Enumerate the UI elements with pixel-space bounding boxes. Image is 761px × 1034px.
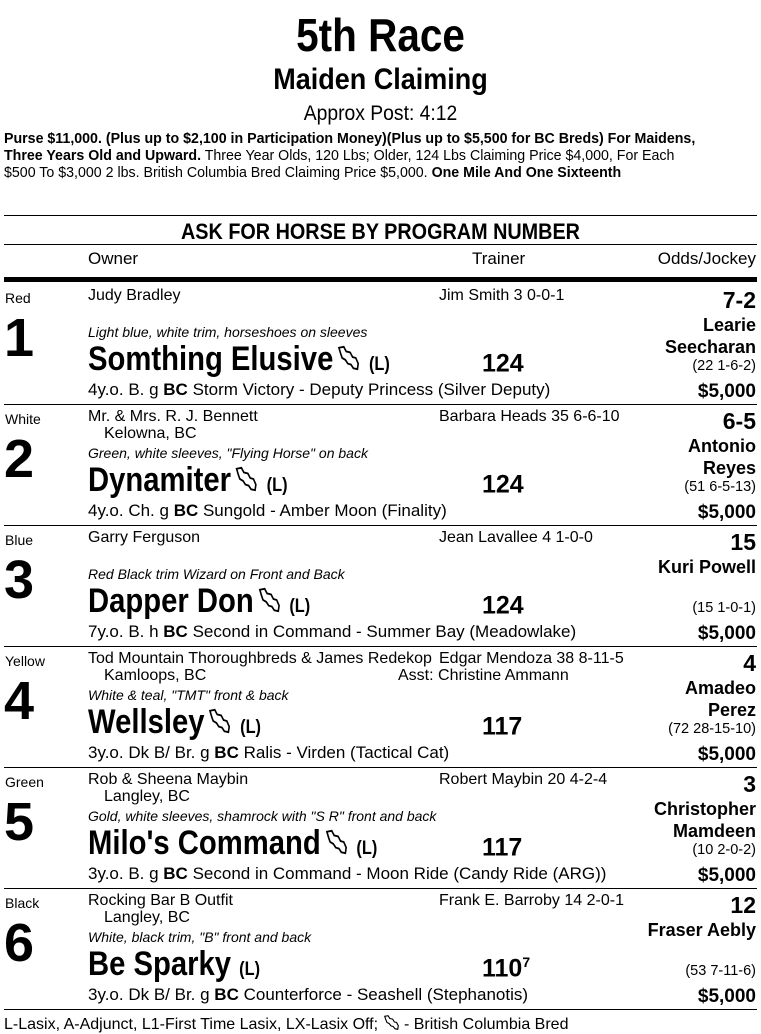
horse-name: Dapper Don: [88, 582, 254, 620]
entry-row: [0, 768, 761, 889]
pedigree: [88, 501, 447, 521]
owner-city: Kelowna, BC: [104, 425, 197, 442]
silks-description: Light blue, white trim, horseshoes on sleeves: [88, 324, 368, 340]
program-number: 5: [4, 792, 35, 852]
trainer: Jean Lavallee 4 1-0-0: [439, 529, 593, 546]
pedigree-breeding: Ralis - Virden (Tactical Cat): [238, 743, 450, 762]
silks-description: White, black trim, "B" front and back: [88, 929, 312, 945]
race-conditions: [4, 130, 708, 181]
horse-name-line: [88, 944, 260, 990]
legend: [4, 1014, 568, 1034]
entry-row: [0, 889, 761, 1010]
program-number: 4: [4, 671, 35, 731]
weight-value: 124: [482, 591, 524, 620]
saddle-cloth-color: Red: [5, 290, 31, 306]
owner-city: Langley, BC: [104, 788, 190, 805]
weight-value: 124: [482, 349, 524, 378]
pedigree-age-sex: 3y.o. Dk B/ Br. g: [88, 985, 215, 1004]
horse-name: Milo's Command: [88, 824, 321, 862]
silks-description: Gold, white sleeves, shamrock with "S R" front and back: [88, 808, 437, 824]
entry-row: [0, 526, 761, 647]
pedigree-breeding: Counterforce - Seashell (Stephanotis): [238, 985, 529, 1004]
weight-value: 124: [482, 470, 524, 499]
legend-text: L-Lasix, A-Adjunct, L1-First Time Lasix, LX-Lasix Off;: [4, 1016, 383, 1033]
pedigree-age-sex: 3y.o. Dk B/ Br. g: [88, 743, 215, 762]
british-columbia-map-icon: [324, 828, 348, 856]
trainer: Edgar Mendoza 38 8-11-5: [439, 650, 624, 667]
bc-bred-marker: BC: [214, 985, 239, 1004]
assistant-trainer: Asst: Christine Ammann: [398, 667, 569, 684]
conditions-text: Three Year Olds, 120 Lbs; Older, 124 Lbs Claiming Price $4,000, For Each $500 To $3,000 2 lbs. British Columbia Bred Claiming Price $5,000.: [4, 147, 675, 181]
horse-name: Wellsley: [88, 703, 205, 741]
british-columbia-map-icon: [337, 344, 361, 372]
morning-line-odds: 4: [743, 650, 756, 676]
program-number: 1: [4, 308, 35, 368]
lasix-indicator: (L): [239, 959, 261, 980]
saddle-cloth-color: Yellow: [5, 653, 45, 669]
claiming-price: $5,000: [697, 865, 756, 886]
horse-name-line: [88, 702, 261, 748]
race-distance: One Mile And One Sixteenth: [431, 164, 622, 181]
claiming-price: $5,000: [697, 623, 756, 644]
jockey-name: Kuri Powell: [657, 557, 756, 577]
entry-row: [0, 284, 761, 405]
owner-name: Judy Bradley: [88, 287, 181, 304]
saddle-cloth-color: Green: [5, 774, 44, 790]
silks-description: White & teal, "TMT" front & back: [88, 687, 289, 703]
pedigree: [88, 985, 528, 1005]
pedigree: [88, 743, 449, 763]
jockey-record: (51 6-5-13): [684, 479, 756, 495]
horse-name-line: [88, 339, 390, 385]
weight: [482, 584, 524, 620]
divider: [4, 215, 757, 216]
owner-name: Mr. & Mrs. R. J. Bennett: [88, 408, 258, 425]
legend-icon-meaning: - British Columbia Bred: [399, 1016, 569, 1033]
program-number: 2: [4, 429, 35, 489]
jockey-record: (53 7-11-6): [685, 963, 756, 979]
jockey-name: Christopher Mamdeen: [653, 799, 756, 841]
owner-name: Rob & Sheena Maybin: [88, 771, 249, 788]
pedigree-age-sex: 7y.o. B. h: [88, 622, 164, 641]
race-title: 5th Race: [296, 9, 465, 61]
jockey-record: (15 1-0-1): [692, 600, 756, 616]
claiming-price: $5,000: [697, 986, 756, 1007]
silks-description: Red Black trim Wizard on Front and Back: [88, 566, 345, 582]
column-header-odds: Odds/Jockey: [657, 249, 756, 268]
row-divider: [4, 1009, 757, 1010]
horse-name-line: [88, 581, 310, 627]
saddle-cloth-color: White: [5, 411, 41, 427]
pedigree: [88, 864, 606, 884]
column-header-owner: Owner: [88, 249, 139, 268]
header-rule: [4, 277, 757, 282]
entry-row: [0, 647, 761, 768]
horse-name-line: [88, 460, 288, 506]
morning-line-odds: 12: [730, 892, 756, 918]
morning-line-odds: 3: [743, 771, 756, 797]
conditions-bold: Purse $11,000. (Plus up to $2,100 in Participation Money)(Plus up to $5,500 for BC Breds) For Maidens, Three Years Old and Upward.: [4, 130, 696, 164]
weight: [482, 947, 530, 983]
horse-name: Dynamiter: [88, 461, 232, 499]
pedigree-breeding: Storm Victory - Deputy Princess (Silver Deputy): [187, 380, 551, 399]
pedigree-breeding: Sungold - Amber Moon (Finality): [198, 501, 447, 520]
divider: [4, 244, 757, 245]
owner-city: Kamloops, BC: [104, 667, 207, 684]
jockey-name: Antonio Reyes: [688, 436, 756, 478]
entry-row: [0, 405, 761, 526]
saddle-cloth-color: Black: [5, 895, 40, 911]
pedigree-breeding: Second in Command - Summer Bay (Meadowlake): [187, 622, 577, 641]
race-type: Maiden Claiming: [273, 63, 488, 96]
jockey-name: Amadeo Perez: [684, 678, 756, 720]
weight: [482, 342, 524, 378]
horse-name-line: [88, 823, 377, 869]
owner-name: Garry Ferguson: [88, 529, 201, 546]
post-time: Approx Post: 4:12: [303, 102, 458, 125]
weight: [482, 705, 522, 741]
lasix-indicator: (L): [356, 838, 378, 859]
pedigree: [88, 622, 576, 642]
claiming-price: $5,000: [697, 381, 756, 402]
owner-name: Tod Mountain Thoroughbreds & James Redekop: [88, 650, 432, 667]
british-columbia-map-icon: [383, 1014, 400, 1031]
bc-bred-marker: BC: [173, 501, 199, 520]
pedigree-age-sex: 4y.o. Ch. g: [88, 501, 174, 520]
jockey-record: (22 1-6-2): [692, 358, 756, 374]
program-number: 3: [4, 550, 35, 610]
program-note: ASK FOR HORSE BY PROGRAM NUMBER: [181, 219, 580, 244]
trainer: Robert Maybin 20 4-2-4: [439, 771, 608, 788]
morning-line-odds: 7-2: [722, 287, 756, 313]
weight-value: 110: [482, 954, 523, 983]
pedigree-age-sex: 4y.o. B. g: [88, 380, 164, 399]
saddle-cloth-color: Blue: [5, 532, 34, 548]
claiming-price: $5,000: [697, 502, 756, 523]
weight-value: 117: [482, 833, 523, 862]
owner-name: Rocking Bar B Outfit: [88, 892, 233, 909]
horse-name: Somthing Elusive: [88, 340, 334, 378]
bc-bred-marker: BC: [163, 864, 188, 883]
silks-description: Green, white sleeves, "Flying Horse" on back: [88, 445, 368, 461]
horse-name: Be Sparky: [88, 945, 232, 983]
jockey-name: Fraser Aebly: [647, 920, 756, 940]
weight-value: 117: [482, 712, 523, 741]
lasix-indicator: (L): [240, 717, 262, 738]
british-columbia-map-icon: [234, 465, 258, 493]
bc-bred-marker: BC: [214, 743, 239, 762]
lasix-indicator: (L): [266, 475, 288, 496]
pedigree-age-sex: 3y.o. B. g: [88, 864, 164, 883]
trainer: Barbara Heads 35 6-6-10: [439, 408, 620, 425]
morning-line-odds: 15: [730, 529, 756, 555]
lasix-indicator: (L): [289, 596, 311, 617]
british-columbia-map-icon: [208, 707, 232, 735]
bc-bred-marker: BC: [163, 380, 188, 399]
column-header-trainer: Trainer: [472, 249, 526, 268]
claiming-price: $5,000: [697, 744, 756, 765]
pedigree-breeding: Second in Command - Moon Ride (Candy Ride (ARG)): [187, 864, 607, 883]
jockey-name: Learie Seecharan: [664, 315, 756, 357]
weight-allowance: 7: [522, 954, 531, 970]
trainer: Frank E. Barroby 14 2-0-1: [439, 892, 624, 909]
owner-city: Langley, BC: [104, 909, 190, 926]
morning-line-odds: 6-5: [722, 408, 756, 434]
pedigree: [88, 380, 550, 400]
weight: [482, 463, 524, 499]
lasix-indicator: (L): [368, 354, 390, 375]
trainer: Jim Smith 3 0-0-1: [439, 287, 565, 304]
british-columbia-map-icon: [257, 586, 281, 614]
bc-bred-marker: BC: [163, 622, 188, 641]
jockey-record: (72 28-15-10): [668, 721, 756, 737]
program-number: 6: [4, 913, 35, 973]
jockey-record: (10 2-0-2): [692, 842, 756, 858]
weight: [482, 826, 522, 862]
